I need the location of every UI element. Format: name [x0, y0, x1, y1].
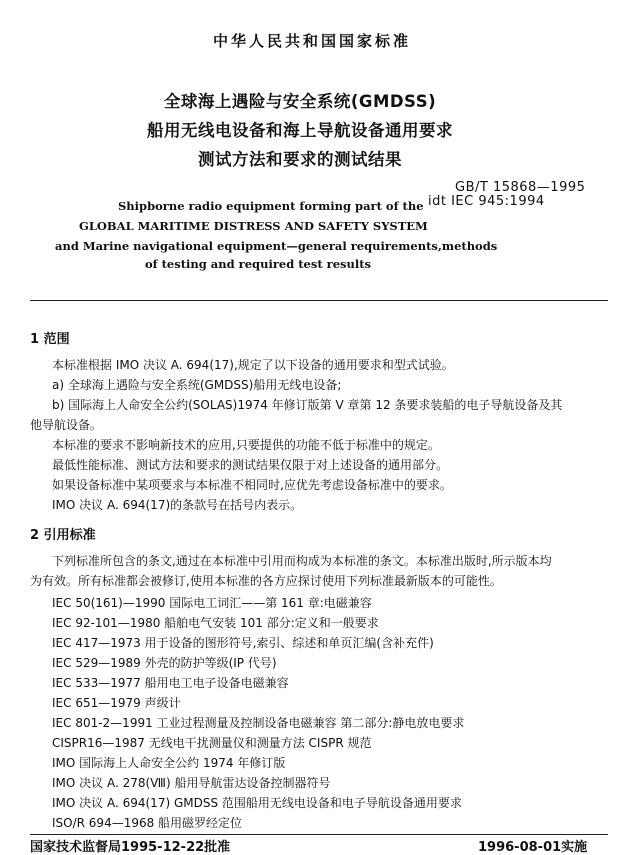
scope-item-b-continued: 他导航设备。 — [30, 418, 103, 432]
gb-code: GB/T 15868—1995 — [455, 180, 586, 195]
english-title-line-4: of testing and required test results — [145, 257, 372, 271]
header-divider — [30, 300, 608, 301]
scope-paragraph: 本标准根据 IMO 决议 A. 694(17),规定了以下设备的通用要求和型式试验。 — [52, 358, 454, 372]
reference-item: IMO 国际海上人命安全公约 1974 年修订版 — [52, 756, 286, 770]
english-title-line-1: Shipborne radio equipment forming part of the — [118, 199, 424, 213]
scope-item-a: a) 全球海上遇险与安全系统(GMDSS)船用无线电设备; — [52, 378, 342, 392]
reference-item: CISPR16—1987 无线电干扰测量仪和测量方法 CISPR 规范 — [52, 736, 372, 750]
english-title-line-3: and Marine navigational equipment—general requirements,methods — [55, 239, 498, 253]
idt-code: idt IEC 945:1994 — [428, 194, 545, 209]
reference-item: ISO/R 694—1968 船用磁罗经定位 — [52, 816, 243, 830]
references-intro-line-2: 为有效。所有标准都会被修订,使用本标准的各方应探讨使用下列标准最新版本的可能性。 — [30, 574, 502, 588]
reference-item: IEC 533—1977 船用电工电子设备电磁兼容 — [52, 676, 289, 690]
approval-date: 国家技术监督局1995-12-22批准 — [30, 840, 231, 855]
scope-item-b: b) 国际海上人命安全公约(SOLAS)1974 年修订版第 V 章第 12 条要求装船的电子导航设备及其 — [52, 398, 563, 412]
footer-divider — [30, 834, 608, 835]
reference-item: IEC 417—1973 用于设备的图形符号,索引、综述和单页汇编(含补充件) — [52, 636, 434, 650]
reference-item: IMO 决议 A. 694(17) GMDSS 范围船用无线电设备和电子导航设备通用要求 — [52, 796, 462, 810]
scope-paragraph: IMO 决议 A. 694(17)的条款号在括号内表示。 — [52, 498, 303, 512]
references-intro-line-1: 下列标准所包含的条文,通过在本标准中引用而构成为本标准的条文。本标准出版时,所示版本均 — [52, 554, 552, 568]
effective-date: 1996-08-01实施 — [478, 840, 588, 855]
reference-item: IMO 决议 A. 278(Ⅷ) 船用导航雷达设备控制器符号 — [52, 776, 331, 790]
scope-paragraph: 最低性能标准、测试方法和要求的测试结果仅限于对上述设备的通用部分。 — [52, 458, 449, 472]
title-line-3: 测试方法和要求的测试结果 — [198, 150, 402, 169]
section-2-heading: 2 引用标准 — [30, 528, 96, 543]
reference-item: IEC 801-2—1991 工业过程测量及控制设备电磁兼容 第二部分:静电放电要求 — [52, 716, 465, 730]
title-line-1: 全球海上遇险与安全系统(GMDSS) — [163, 92, 437, 111]
standard-header: 中华人民共和国国家标准 — [212, 32, 411, 50]
reference-item: IEC 529—1989 外壳的防护等级(IP 代号) — [52, 656, 277, 670]
scope-paragraph: 如果设备标准中某项要求与本标准不相同时,应优先考虑设备标准中的要求。 — [52, 478, 452, 492]
reference-item: IEC 651—1979 声级计 — [52, 696, 181, 710]
scope-paragraph: 本标准的要求不影响新技术的应用,只要提供的功能不低于标准中的规定。 — [52, 438, 440, 452]
reference-item: IEC 50(161)—1990 国际电工词汇——第 161 章:电磁兼容 — [52, 596, 372, 610]
title-line-2: 船用无线电设备和海上导航设备通用要求 — [147, 121, 453, 140]
section-1-heading: 1 范围 — [30, 332, 70, 347]
english-title-line-2: GLOBAL MARITIME DISTRESS AND SAFETY SYSTEM — [79, 219, 428, 233]
reference-item: IEC 92-101—1980 船舶电气安装 101 部分:定义和一般要求 — [52, 616, 379, 630]
